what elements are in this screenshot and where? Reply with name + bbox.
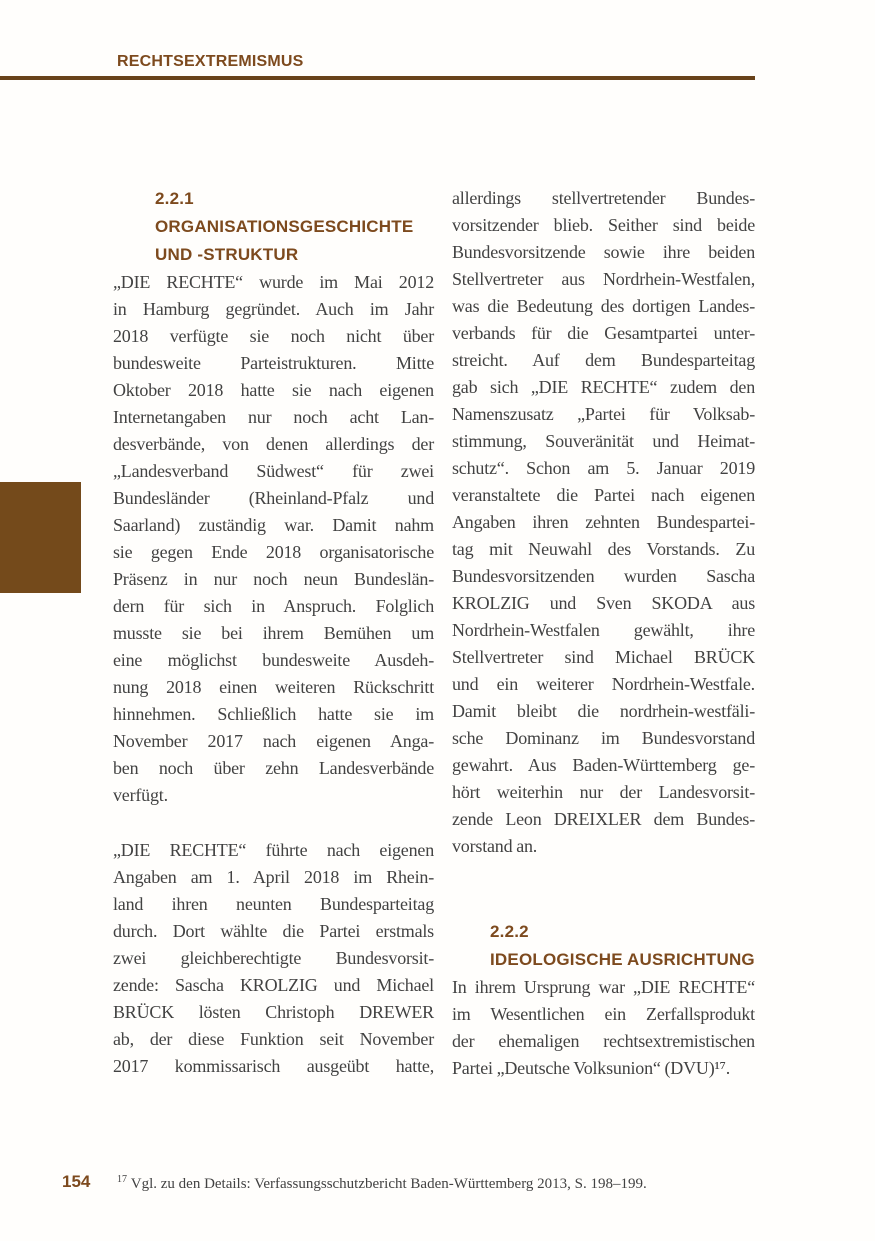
text-line: im Wesentlichen ein Zerfallsprodukt <box>452 1004 755 1024</box>
section-title-line: IDEOLOGISCHE AUSRICHTUNG <box>490 950 755 969</box>
text-line: Partei „Deutsche Volksunion“ (DVU)¹⁷. <box>452 1058 731 1078</box>
text-line: Stellvertreter sind Michael BRÜCK <box>452 647 755 667</box>
text-line: ben noch über zehn Landesverbände <box>113 758 434 778</box>
text-line: Oktober 2018 hatte sie nach eigenen <box>113 380 434 400</box>
text-line: vorsitzender blieb. Seither sind beide <box>452 215 755 235</box>
text-line: Internetangaben nur noch acht Lan- <box>113 407 434 427</box>
text-line: dern für sich in Anspruch. Folglich <box>113 596 434 616</box>
text-line: tag mit Neuwahl des Vorstands. Zu <box>452 539 755 559</box>
text-line: Bundesvorsitzende sowie ihre beiden <box>452 242 755 262</box>
running-head-title: RECHTSEXTREMISMUS <box>117 53 304 70</box>
text-line: 2018 verfügte sie noch nicht über <box>113 326 434 346</box>
text-line: November 2017 nach eigenen Anga- <box>113 731 434 751</box>
text-line: Nordrhein-Westfalen gewählt, ihre <box>452 620 755 640</box>
text-line: Saarland) zuständig war. Damit nahm <box>113 515 434 535</box>
text-line: durch. Dort wählte die Partei erstmals <box>113 921 434 941</box>
text-line: Präsenz in nur noch neun Bundeslän- <box>113 569 434 589</box>
text-line: hört weiterhin nur der Landesvorsit- <box>452 782 755 802</box>
text-line: land ihren neunten Bundesparteitag <box>113 894 434 914</box>
text-line: nung 2018 einen weiteren Rückschritt <box>113 677 434 697</box>
text-line: der ehemaligen rechtsextremistischen <box>452 1031 755 1051</box>
text-line: vorstand an. <box>452 836 538 856</box>
text-line: sche Dominanz im Bundesvorstand <box>452 728 755 748</box>
text-line: streicht. Auf dem Bundesparteitag <box>452 350 755 370</box>
page-number: 154 <box>62 1172 91 1191</box>
footnote-marker: 17 <box>117 1174 127 1185</box>
header-rule <box>0 76 755 80</box>
right-column <box>452 185 755 1082</box>
chapter-margin-tab <box>0 482 81 593</box>
text-line: desverbände, von denen allerdings der <box>113 434 434 454</box>
text-line: was die Bedeutung des dortigen Landes- <box>452 296 755 316</box>
text-line: bundesweite Parteistrukturen. Mitte <box>113 353 434 373</box>
text-line: allerdings stellvertretender Bundes- <box>452 188 755 208</box>
paragraph <box>113 837 434 1080</box>
text-line: Angaben ihren zehnten Bundespartei- <box>452 512 755 532</box>
text-line: zwei gleichberechtigte Bundesvorsit- <box>113 948 434 968</box>
text-line: Bundesländer (Rheinland-Pfalz und <box>113 488 434 508</box>
text-line: stimmung, Souveränität und Heimat- <box>452 431 755 451</box>
section-heading-2-2-2 <box>452 918 755 974</box>
section-number: 2.2.2 <box>490 922 529 941</box>
text-line: KROLZIG und Sven SKODA aus <box>452 593 755 613</box>
text-line: veranstaltete die Partei nach eigenen <box>452 485 755 505</box>
text-line: sie gegen Ende 2018 organisatorische <box>113 542 434 562</box>
section-title-line: UND -STRUKTUR <box>155 245 299 264</box>
text-line: „Landesverband Südwest“ für zwei <box>113 461 434 481</box>
text-line: gab sich „DIE RECHTE“ zudem den <box>452 377 755 397</box>
text-line: hinnehmen. Schließlich hatte sie im <box>113 704 434 724</box>
text-line: verfügt. <box>113 785 168 805</box>
text-line: ab, der diese Funktion seit November <box>113 1029 434 1049</box>
section-gap <box>452 860 755 918</box>
paragraph <box>452 185 755 860</box>
text-line: Namenszusatz „Partei für Volksab- <box>452 404 755 424</box>
text-line: und ein weiterer Nordrhein-Westfale. <box>452 674 755 694</box>
text-line: schutz“. Schon am 5. Januar 2019 <box>452 458 755 478</box>
section-number: 2.2.1 <box>155 189 194 208</box>
text-line: gewahrt. Aus Baden-Württemberg ge- <box>452 755 755 775</box>
text-line: eine möglichst bundesweite Ausdeh- <box>113 650 434 670</box>
text-line: Bundesvorsitzenden wurden Sascha <box>452 566 755 586</box>
text-line: zende: Sascha KROLZIG und Michael <box>113 975 434 995</box>
paragraph <box>452 974 755 1082</box>
text-line: verbands für die Gesamtpartei unter- <box>452 323 755 343</box>
text-line: Angaben am 1. April 2018 im Rhein- <box>113 867 434 887</box>
text-line: „DIE RECHTE“ wurde im Mai 2012 <box>113 272 434 292</box>
paragraph-gap <box>113 809 434 837</box>
text-line: „DIE RECHTE“ führte nach eigenen <box>113 840 434 860</box>
footnote-text: Vgl. zu den Details: Verfassungsschutzbericht Baden-Württemberg 2013, S. 198–199. <box>130 1176 647 1192</box>
text-line: Stellvertreter aus Nordrhein-Westfalen, <box>452 269 755 289</box>
text-line: in Hamburg gegründet. Auch im Jahr <box>113 299 434 319</box>
text-line: BRÜCK lösten Christoph DREWER <box>113 1002 434 1022</box>
text-line: 2017 kommissarisch ausgeübt hatte, <box>113 1056 434 1076</box>
text-line: musste sie bei ihrem Bemühen um <box>113 623 434 643</box>
section-heading-2-2-1 <box>113 185 434 269</box>
paragraph <box>113 269 434 809</box>
footnote <box>117 1174 757 1194</box>
text-line: In ihrem Ursprung war „DIE RECHTE“ <box>452 977 755 997</box>
left-column <box>113 185 434 1080</box>
text-line: Damit bleibt die nordrhein-westfäli- <box>452 701 755 721</box>
text-line: zende Leon DREIXLER dem Bundes- <box>452 809 755 829</box>
section-title-line: ORGANISATIONSGESCHICHTE <box>155 217 414 236</box>
